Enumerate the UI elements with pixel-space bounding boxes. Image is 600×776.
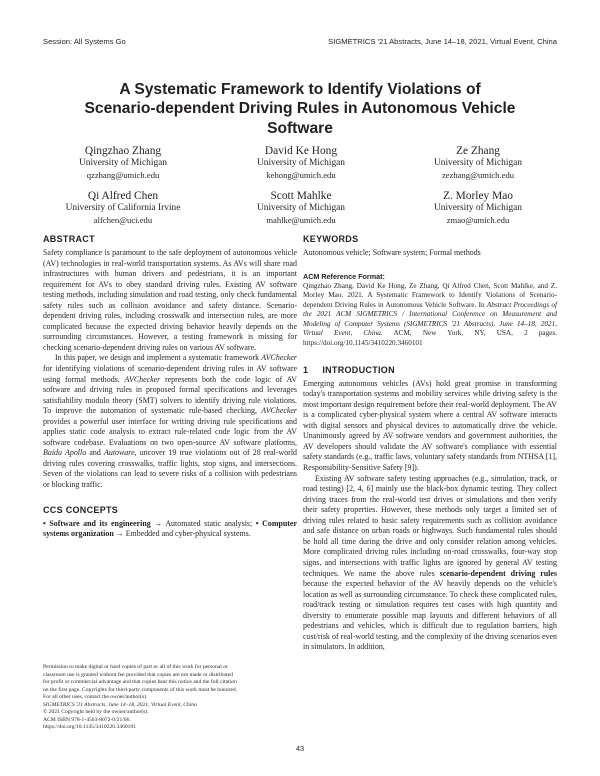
keywords-text: Autonomous vehicle; Software system; Formal methods — [303, 248, 481, 257]
intro-paragraph: Emerging autonomous vehicles (AVs) hold great promise in transforming today's transportation systems and mobility services while driving safety is the most important design requirement before their real-world deployment. The AV is a complicated cyber-physical system where a central AV software interacts with digital sensors and physical devices to automatically drive the vehicle. Unanimously agreed by AV software vendors and government authorities, the AV developers should validate the AV software's compliance with essential safety standards (e.g., traffic laws, voluntary safety standards from NTHSA [1], Responsibility-Sensitive Safety [9]). — [303, 378, 557, 473]
author-block — [393, 145, 563, 181]
platform-name: Autoware — [104, 448, 135, 458]
title-line-1: A Systematic Framework to Identify Violations of — [119, 81, 481, 98]
system-name: AVChecker — [261, 406, 297, 416]
text-run: for identifying violations of scenario-dependent driving rules in AV software using formal methods. — [43, 364, 297, 384]
key-term: scenario-dependent driving rules — [439, 568, 557, 578]
author-block — [38, 190, 208, 226]
text-run: provides a powerful user interface for writing driving rule specifications and applies static code analysis to extract rule-related code logic from the AV software codebase. Evaluations on two open-source AV software platforms, — [43, 416, 297, 447]
author-name: Ze Zhang — [456, 145, 500, 157]
author-block — [216, 190, 386, 226]
abstract-paragraph — [43, 353, 297, 490]
author-block — [393, 190, 563, 226]
reference-heading: ACM Reference Format: — [303, 271, 385, 281]
author-affiliation: University of Michigan — [78, 158, 167, 169]
footnote-line: © 2021 Copyright held by the owner/author(s). — [43, 709, 149, 716]
author-email: mahlke@umich.edu — [266, 214, 336, 225]
ccs-concepts — [43, 519, 297, 540]
permission-footnote — [43, 664, 297, 732]
right-column — [303, 234, 557, 653]
section-number: 1 — [303, 364, 309, 375]
page-number: 43 — [295, 744, 305, 753]
section-title: INTRODUCTION — [322, 364, 395, 375]
intro-heading — [303, 365, 557, 376]
author-email: zmao@umich.edu — [446, 214, 510, 225]
footnote-line: ACM ISBN 978-1-4503-8072-0/21/06. — [43, 716, 131, 723]
footnote-line: SIGMETRICS '21 Abstracts, June 14–18, 2021, Virtual Event, China — [43, 701, 197, 708]
author-affiliation: University of California Irvine — [65, 203, 181, 214]
left-column — [43, 234, 297, 540]
ccs-term: • Software and its engineering — [43, 518, 151, 528]
running-header — [43, 37, 557, 49]
author-affiliation: University of Michigan — [433, 203, 522, 214]
keywords-heading: KEYWORDS — [303, 234, 359, 244]
footnote-doi-link[interactable]: https://doi.org/10.1145/3410220.3460101 — [43, 724, 137, 731]
footnote-line: for profit or commercial advantage and that copies bear this notice and the full citation — [43, 679, 237, 686]
footnote-line: classroom use is granted without fee provided that copies are not made or distributed — [43, 671, 233, 678]
ccs-arrow-term: → Automated static analysis — [150, 518, 251, 528]
footnote-line: For all other uses, contact the owner/author(s). — [43, 694, 148, 701]
paper-title — [60, 80, 540, 138]
author-name: Scott Mahlke — [270, 190, 332, 202]
author-block — [38, 145, 208, 181]
abstract-heading: ABSTRACT — [43, 234, 95, 244]
text-run: , uncover 19 true violations out of 28 real-world driving rules covering crosswalks, traffic lights, stop signs, and intersections. Seven of the violations can lead to severe risks of a collision with pedestrians or blocking traffic. — [43, 448, 297, 490]
ccs-heading: CCS CONCEPTS — [43, 504, 119, 515]
author-name: Z. Morley Mao — [443, 190, 513, 202]
abstract-paragraph: Safety compliance is paramount to the safe deployment of autonomous vehicle (AV) technologies in real-world transportation systems. As AVs will share road infrastructures with human drivers and pedestrians, it is an important requirement for AVs to obey standard driving rules. Existing AV software testing methods, including simulation and road testing, only check fundamental safety rules such as collision avoidance and safety distance. Scenario-dependent driving rules, including crosswalk and intersection rules, are more complicated because the expected driving behavior heavily depends on the surrounding circumstances. However, a testing framework is missing for checking scenario-dependent driving rules on various AV software. — [43, 248, 297, 352]
title-line-2: Scenario-dependent Driving Rules in Autonomous Vehicle — [84, 100, 516, 118]
ccs-arrow-term: → Embedded and cyber-physical systems — [113, 529, 249, 539]
ccs-term: • Computer systems organization — [43, 518, 297, 539]
footnote-line: Permission to make digital or hard copies of part or all of this work for personal or — [43, 664, 228, 670]
author-name: Qi Alfred Chen — [87, 190, 159, 202]
text-run: In this paper, we design and implement a systematic framework — [55, 353, 262, 363]
author-affiliation: University of Michigan — [256, 203, 345, 214]
author-name: David Ke Hong — [264, 145, 338, 157]
conference-label: SIGMETRICS '21 Abstracts, June 14–18, 2021, Virtual Event, China — [328, 37, 557, 46]
text-run: Qingzhao Zhang, David Ke Hong, Ze Zhang, Qi Alfred Chen, Scott Mahlke, and Z. Morley Mao. 2021. A Systematic Framework to Identify Violations of Scenario-dependent Driving Rules in Autonomous Vehicle Software. In — [303, 281, 557, 309]
system-name: AVChecker — [124, 374, 161, 384]
text-run: ; — [250, 518, 256, 528]
text-run: and — [86, 448, 105, 458]
author-email: alfchen@uci.edu — [93, 214, 153, 225]
footnote-line: on the first page. Copyrights for third-party components of this work must be honored. — [43, 686, 238, 693]
text-run: represents both the code logic of AV software and driving rules in proposed formal specifications and leverages satisfiability modulo theory (SMT) solvers to identify driving rule violations. To improve the automation of systematic rule-based checking, — [43, 374, 298, 416]
author-email: kehong@umich.edu — [266, 169, 336, 180]
author-block — [216, 145, 386, 181]
text-run: . — [248, 529, 251, 539]
author-affiliation: University of Michigan — [433, 158, 522, 169]
intro-paragraph — [303, 474, 557, 653]
proceedings-name: Abstract Proceedings of the 2021 ACM SIGMETRICS / International Conference on Measurement and Modeling of Computer Systems (SIGMETRICS '21 Abstracts), June 14–18, 2021, Virtual Event, China. — [303, 300, 558, 338]
author-email: qzzhang@umich.edu — [86, 169, 160, 180]
author-name: Qingzhao Zhang — [84, 145, 162, 157]
author-affiliation: University of Michigan — [256, 158, 345, 169]
session-label: Session: All Systems Go — [43, 37, 126, 46]
text-run: ACM, New York, NY, USA, 2 pages. https://doi.org/10.1145/3410220.3460101 — [303, 329, 558, 348]
reference-text — [303, 282, 557, 349]
system-name: AVChecker — [261, 353, 297, 363]
author-email: zezhang@umich.edu — [441, 169, 515, 180]
platform-name: Baidu Apollo — [43, 448, 87, 458]
title-line-3: Software — [267, 119, 333, 137]
text-run: because the expected behavior of the AV heavily depends on the vehicle's location as well as surrounding circumstance. To check these complicated rules, road/track testing or simulation requires test cases with high quantity and diversity to enumerate possible map layouts and different behaviors of all pedestrians and vehicles, which is difficult due to regulation barriers, high cost/risk of real-world testing, and the complexity of the driving scenarios even in simulators. In addition, — [303, 579, 557, 652]
text-run: Existing AV software safety testing approaches (e.g., simulation, track, or road testing) [2, 4, 6] mainly use the black-box dynamic testing. They collect driving traces from the real-world test drives or simulations and then verify their safety properties. However, these methods only target a limited set of driving rules related to basic safety requirements such as collision avoidance and safe distance on urban roads or highways. Such fundamental rules should be hold all time during the drive and only consider relation among vehicles. More complicated driving rules including on-road crosswalks, four-way stop signs, and intersections with traffic lights are ignored by general AV testing techniques. We name the above rules — [303, 473, 557, 578]
